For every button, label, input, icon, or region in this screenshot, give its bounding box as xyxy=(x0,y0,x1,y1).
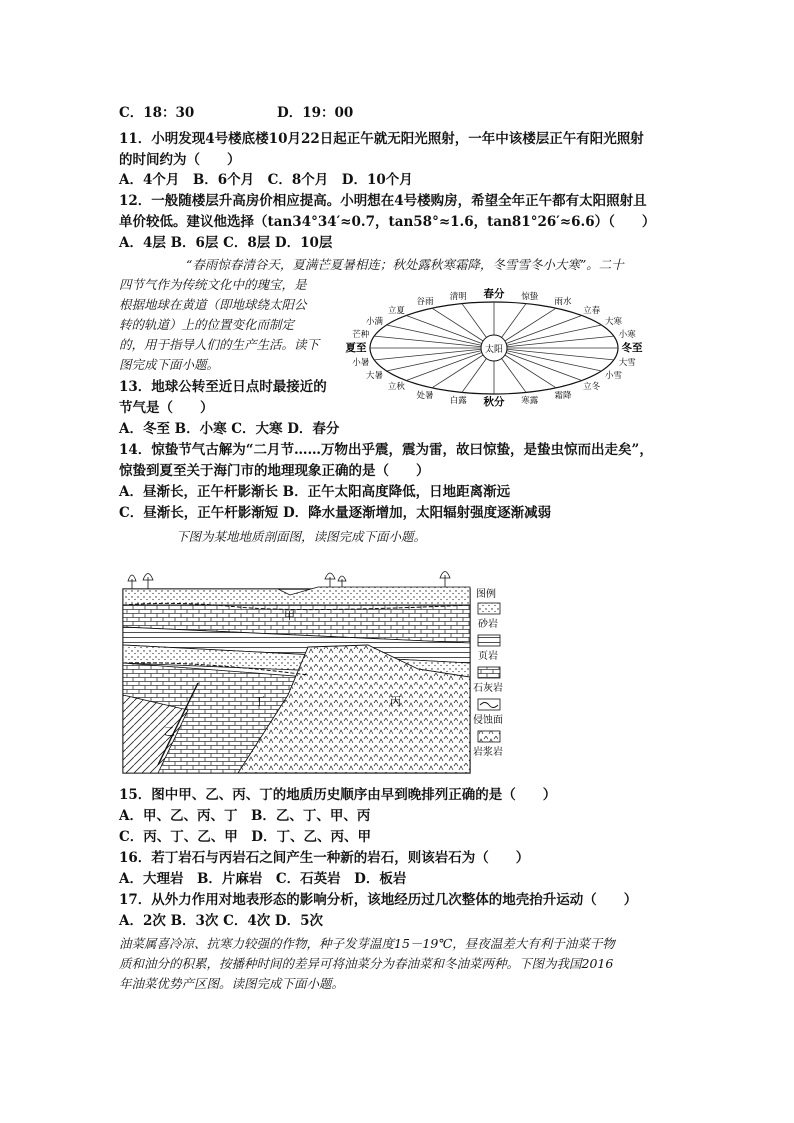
q13-stem-1: 13．地球公转至近日点时最接近的 xyxy=(119,379,327,395)
solar-terms-intro-4: 转的轨道）上的位置变化而制定 xyxy=(119,317,295,332)
solar-term-label: 芒种 xyxy=(352,330,370,341)
q10-option-d: D．19：00 xyxy=(277,105,354,121)
solar-term-label: 处暑 xyxy=(416,390,434,401)
solar-term-label: 大暑 xyxy=(365,371,383,381)
legend-shale: 页岩 xyxy=(478,651,498,662)
q14-stem-2: 惊蛰到夏至关于海门市的地理现象正确的是（ ） xyxy=(119,463,430,479)
label-yi: 乙 xyxy=(164,725,175,738)
solar-term-label: 秋分 xyxy=(483,396,505,408)
orbit-spoke xyxy=(374,348,494,360)
solar-term-label: 立秋 xyxy=(387,382,405,393)
q10-options xyxy=(119,104,353,122)
solar-term-label: 谷雨 xyxy=(416,297,434,308)
solar-term-label: 大寒 xyxy=(605,317,623,327)
solar-terms-orbit-diagram xyxy=(345,282,656,408)
q15-options-ab: A．甲、乙、丙、丁 B．乙、丁、甲、丙 xyxy=(119,808,371,824)
solar-term-label: 夏至 xyxy=(345,342,367,354)
solar-term-label: 清明 xyxy=(449,291,467,302)
q17-options: A．2次 B．3次 C．4次 D．5次 xyxy=(119,913,324,929)
solar-term-label: 立夏 xyxy=(387,305,405,316)
solar-term-label: 霜降 xyxy=(554,390,572,401)
q14-options-ab: A．昼渐长，正午杆影渐长 B．正午太阳高度降低，日地距离渐远 xyxy=(119,484,511,500)
solar-term-label: 小暑 xyxy=(352,357,370,368)
q11-stem-1: 11．小明发现4号楼底楼10月22日起正午就无阳光照射，一年中该楼层正午有阳光照射 xyxy=(119,131,644,147)
geology-intro: 下图为某地地质剖面图，读图完成下面小题。 xyxy=(176,529,427,544)
solar-term-label: 立春 xyxy=(583,305,601,316)
q15-stem: 15．图中甲、乙、丙、丁的地质历史顺序由早到晚排列正确的是（ ） xyxy=(119,787,557,803)
orbit-spoke xyxy=(494,348,614,360)
q10-option-c: C．18：30 xyxy=(119,105,195,121)
solar-term-label: 大雪 xyxy=(618,357,636,368)
solar-term-label: 白露 xyxy=(449,396,467,407)
q11-stem-2: 的时间约为（ ） xyxy=(119,152,241,168)
solar-term-label: 惊蛰 xyxy=(521,291,539,302)
legend-swatch-limestone xyxy=(478,667,500,678)
orbit-spoke xyxy=(494,336,614,348)
legend-swatch-sandstone xyxy=(478,603,500,614)
q12-stem-1: 12．一般随楼层升高房价相应提高。小明想在4号楼购房，希望全年正午都有太阳照射且 xyxy=(119,193,647,209)
solar-terms-intro-5: 的，用于指导人们的生产生活。读下 xyxy=(119,337,320,352)
legend-erosion: 侵蚀面 xyxy=(473,715,503,726)
q14-options-cd: C．昼渐长，正午杆影渐短 D．降水量逐渐增加，太阳辐射强度逐渐减弱 xyxy=(119,505,552,521)
solar-terms-intro-6: 图完成下面小题。 xyxy=(119,357,220,372)
geology-cross-section xyxy=(118,565,526,777)
legend-swatch-magma xyxy=(478,731,500,742)
rapeseed-intro-1: 油菜属喜冷凉、抗寒力较强的作物，种子发芽温度15－19℃，昼夜温差大有利于油菜干物 xyxy=(119,936,615,951)
solar-terms-intro-1: “春雨惊春清谷天，夏满芒夏暑相连；秋处露秋寒霜降，冬雪雪冬小大寒”。二十 xyxy=(186,257,624,272)
label-bing: 丙 xyxy=(390,695,401,708)
q15-options-cd: C．丙、丁、乙、甲 D．丁、乙、丙、甲 xyxy=(119,829,371,845)
legend-sandstone: 砂岩 xyxy=(478,619,498,630)
q16-options: A．大理岩 B．片麻岩 C．石英岩 D．板岩 xyxy=(119,871,407,887)
q14-stem-1: 14．惊蛰节气古解为“二月节……万物出乎震，震为雷，故曰惊蛰，是蛰虫惊而出走矣”， xyxy=(119,442,653,458)
solar-term-label: 寒露 xyxy=(521,396,539,407)
rapeseed-intro-3: 年油菜优势产区图。读图完成下面小题。 xyxy=(119,976,345,991)
q16-stem: 16．若丁岩石与丙岩石之间产生一种新的岩石，则该岩石为（ ） xyxy=(119,850,530,866)
label-ding: 丁 xyxy=(254,695,265,708)
q12-options: A．4层 B．6层 C．8层 D．10层 xyxy=(119,235,333,251)
q13-stem-2: 节气是（ ） xyxy=(119,400,214,416)
q12-stem-2: 单价较低。建议他选择（tan34°34′≈0.7，tan58°≈1.6，tan81°26′≈6.6）（ ） xyxy=(119,214,656,230)
surface-trees xyxy=(128,572,450,590)
solar-terms-intro-2: 四节气作为传统文化中的瑰宝，是 xyxy=(119,277,307,292)
sun-label: 太阳 xyxy=(484,345,504,355)
q17-stem: 17．从外力作用对地表形态的影响分析，该地经历过几次整体的地壳抬升运动（ ） xyxy=(119,892,638,908)
legend-limestone: 石灰岩 xyxy=(473,683,503,694)
legend-magma: 岩浆岩 xyxy=(473,747,503,758)
label-jia: 甲 xyxy=(284,609,295,622)
solar-term-label: 小雪 xyxy=(605,371,623,381)
solar-term-label: 立冬 xyxy=(583,382,601,393)
solar-terms-intro-3: 根据地球在黄道（即地球绕太阳公 xyxy=(119,297,307,312)
q13-options: A．冬至 B．小寒 C．大寒 D．春分 xyxy=(119,421,340,437)
rapeseed-intro-2: 质和油分的积累，按播种时间的差异可将油菜分为春油菜和冬油菜两种。下图为我国2016 xyxy=(119,956,614,971)
orbit-spoke xyxy=(374,336,494,348)
solar-term-label: 雨水 xyxy=(554,297,572,308)
solar-term-label: 小满 xyxy=(365,317,383,327)
solar-term-label: 小寒 xyxy=(618,330,636,341)
solar-term-label: 冬至 xyxy=(621,342,643,354)
q11-options: A．4个月 B．6个月 C．8个月 D．10个月 xyxy=(119,172,413,188)
solar-term-label: 春分 xyxy=(483,288,505,300)
legend-swatch-shale xyxy=(478,635,500,646)
legend-title: 图例 xyxy=(476,589,496,600)
